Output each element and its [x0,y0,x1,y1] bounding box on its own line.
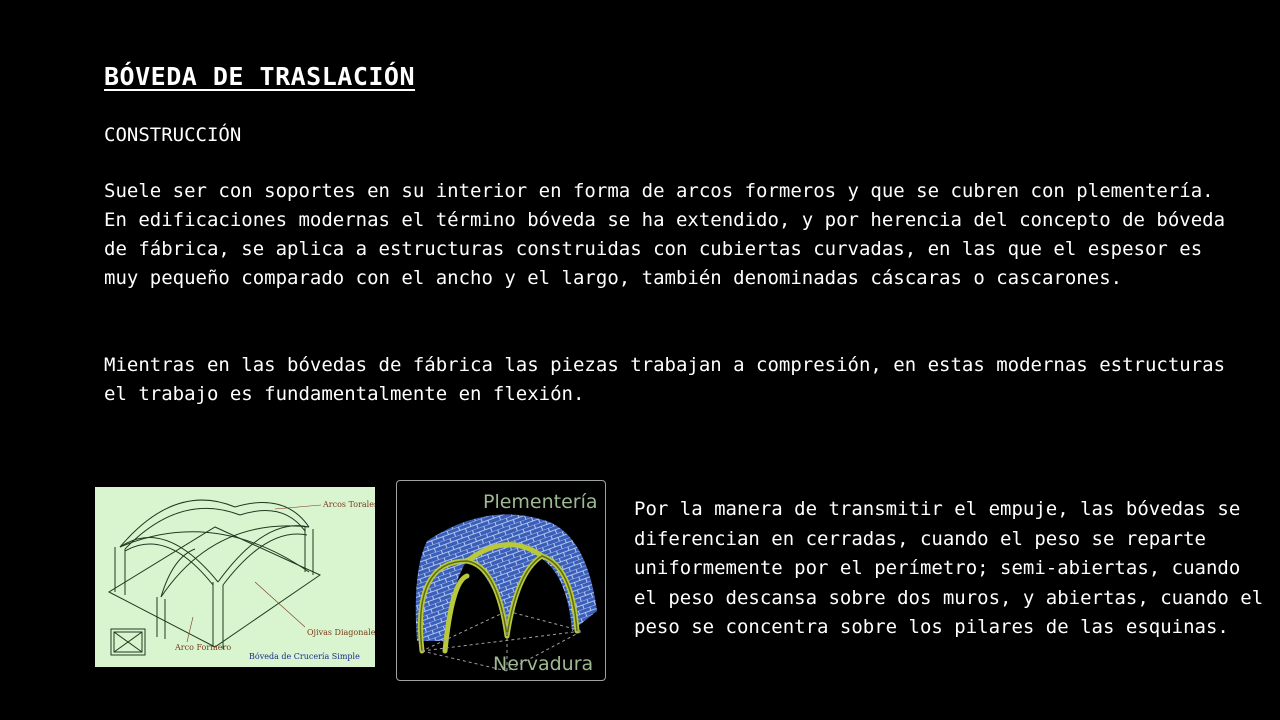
side-paragraph: Por la manera de transmitir el empuje, las bóvedas se diferencian en cerradas, cuando el peso se reparte uniformemente por el perímetro; semi-abiertas, cuando el peso descansa sobre dos muros, y abiertas, cuando el peso se concentra sobre los pilares de las esquinas. [634,498,1264,638]
section-subtitle: CONSTRUCCIÓN [104,124,242,146]
page-title: BÓVEDA DE TRASLACIÓN [104,62,416,91]
paragraph-1: Suele ser con soportes en su interior en forma de arcos formeros y que se cubren con plementería. En edificaciones modernas el término bóveda se ha extendido, y por herencia del concepto de bóveda de fábrica, se aplica a estructuras construidas con cubiertas curvadas, en las que el espesor es muy pequeño comparado con el ancho y el largo, también denominadas cáscaras o cascarones. [104,180,1226,289]
cross-vault-diagram [95,487,375,667]
vault-3d-drawing [397,481,605,680]
label-arco-formero: Arco Formero [175,643,232,652]
label-plementeria: Plementería [483,491,598,513]
label-arcos-torales: Arcos Torales [323,500,375,509]
label-ojivas-diagonales: Ojivas Diagonales [307,628,375,637]
cross-vault-drawing [95,487,375,667]
label-nervadura: Nervadura [493,653,594,675]
paragraph-2: Mientras en las bóvedas de fábrica las piezas trabajan a compresión, en estas modernas estructuras el trabajo es fundamentalmente en flexión. [104,354,1226,405]
label-caption: Bóveda de Crucería Simple [249,652,360,661]
plementeria-nervadura-diagram [396,480,606,681]
vault-plan-icon [111,629,145,655]
